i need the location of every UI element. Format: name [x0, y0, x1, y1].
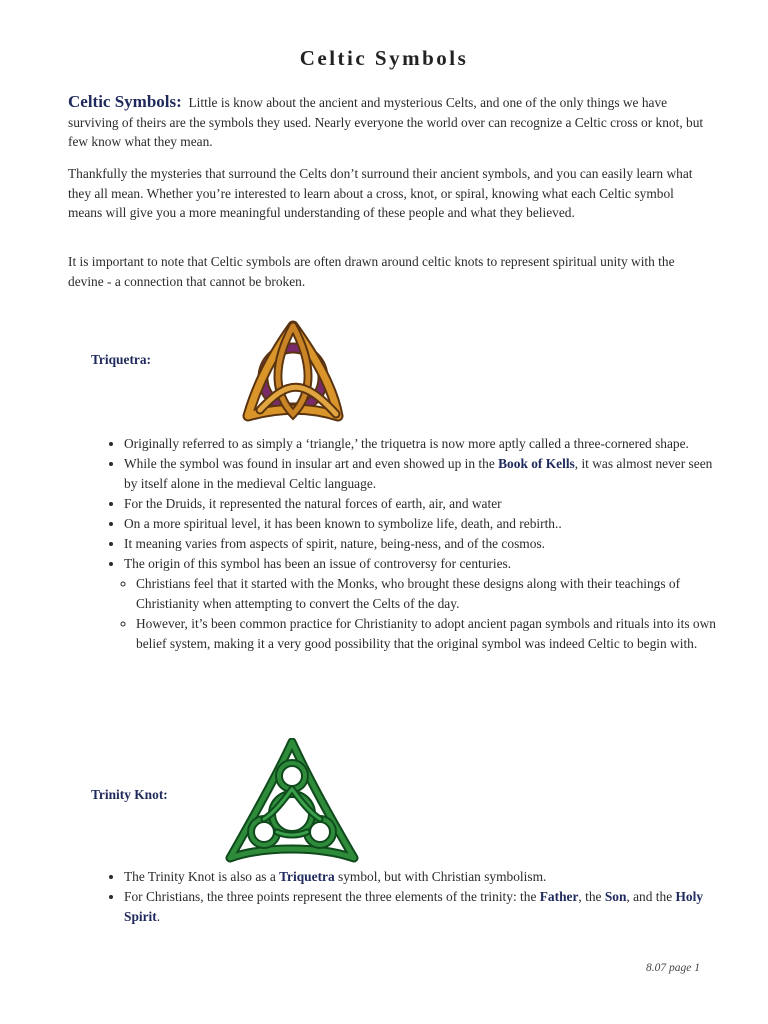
list-item: • While the symbol was found in insular art and even showed up in the Book of Kells, it was almost never seen by itself alone in the medieval Celtic language. [124, 454, 724, 494]
page-title: Celtic Symbols [299, 46, 469, 70]
list-item: • For the Druids, it represented the natural forces of earth, air, and water [124, 494, 724, 514]
trinity-knot-icon [224, 738, 360, 864]
sub-list-item: ◦ Christians feel that it started with the Monks, who brought these designs along with their teachings of Christianity when attempting to convert the Celts of the day. [136, 574, 724, 614]
paragraph-mysteries: Thankfully the mysteries that surround the Celts don’t surround their ancient symbols, and you can easily learn what they all mean. Whether you’re interested to learn about a cross, knot, or spiral, knowing what each Celtic symbol means will give you a more meaningful understanding of these people and what they believed. [68, 166, 693, 220]
father-text: Father [539, 889, 579, 904]
list-item: • It meaning varies from aspects of spirit, nature, being-ness, and of the cosmos. [124, 534, 724, 554]
triquetra-bullet-list [112, 434, 724, 654]
paragraph-note: It is important to note that Celtic symbols are often drawn around celtic knots to represent spiritual unity with the devine - a connection that cannot be broken. [68, 254, 675, 289]
intro-label: Celtic Symbols: [68, 92, 182, 111]
list-item: • The origin of this symbol has been an issue of controversy for centuries. ◦ Christians feel that it started with the Monks, who brought these designs along with their teachings of Christianity when attempting to convert the Celts of the day. ◦ However, it’s been common practice for Christianity to adopt ancient pagan symbols and rituals into its own belief system, making it a very good possibility that the original symbol was indeed Celtic to begin with. [124, 554, 724, 654]
list-item: • On a more spiritual level, it has been known to symbolize life, death, and rebirth.. [124, 514, 724, 534]
triquetra-label: Triquetra: [91, 352, 151, 367]
sub-bullet-list [124, 574, 724, 654]
sub-list-item: ◦ However, it’s been common practice for Christianity to adopt ancient pagan symbols and rituals into its own belief system, making it a very good possibility that the original symbol was indeed Celtic to begin with. [136, 614, 724, 654]
trinity-knot-bullet-list [112, 867, 724, 927]
triquetra-icon [238, 318, 348, 424]
son-text: Son [604, 889, 627, 904]
trinity-knot-label: Trinity Knot: [91, 787, 168, 802]
intro-paragraph [68, 92, 708, 152]
list-item: • The Trinity Knot is also as a Triquetra symbol, but with Christian symbolism. [124, 867, 724, 887]
book-of-kells-text: Book of Kells [498, 456, 575, 471]
triquetra-bold-text: Triquetra [279, 869, 335, 884]
page-footer: 8.07 page 1 [646, 962, 700, 974]
holy-spirit-text: Holy Spirit [124, 889, 704, 924]
list-item: • Originally referred to as simply a ‘triangle,’ the triquetra is now more aptly called a three-cornered shape. [124, 434, 724, 454]
list-item: • For Christians, the three points represent the three elements of the trinity: the Father, the Son, and the Holy Spirit. [124, 887, 724, 927]
intro-text: Little is know about the ancient and mysterious Celts, and one of the only things we have surviving of theirs are the symbols they used. Nearly everyone the world over can recognize a Celtic cross or knot, but few know what they mean. [68, 95, 704, 149]
